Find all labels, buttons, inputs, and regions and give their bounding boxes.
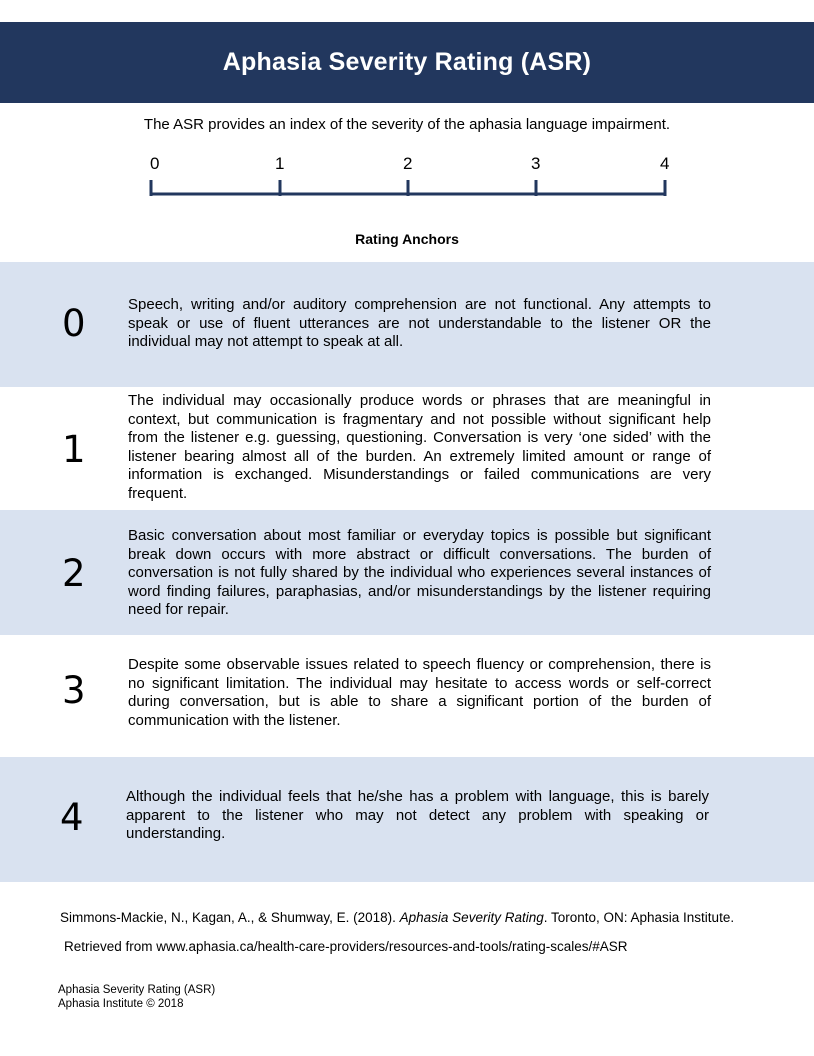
retrieved-from-url: Retrieved from www.aphasia.ca/health-care-providers/resources-and-tools/rating-scales/#ASR [64,939,628,954]
citation [60,910,790,925]
rating-row-4 [0,757,814,882]
citation-title: Aphasia Severity Rating [399,910,544,925]
page-footer [58,983,215,1011]
citation-authors: Simmons-Mackie, N., Kagan, A., & Shumway, E. (2018). [60,910,400,925]
intro-text: The ASR provides an index of the severity of the aphasia language impairment. [143,116,671,133]
scale-label-4: 4 [660,154,670,173]
scale-label-1: 1 [275,154,285,173]
rating-score: 0 [62,302,86,345]
title-banner [0,22,814,103]
footer-document-name: Aphasia Severity Rating (ASR) [58,984,216,996]
rating-description: Speech, writing and/or auditory comprehension are not functional. Any attempts to speak or use of fluent utterances are not understandable to the listener OR the individual may not attempt to speak at all. [128,296,711,350]
rating-row-3 [0,635,814,757]
rating-description: The individual may occasionally produce words or phrases that are meaningful in context, but communication is fragmentary and not possible without significant help from the listener e.g. guessing, questioning. Conversation is very ‘one sided’ with the listener bearing almost all of the burden. An extremely limited amount or range of information is exchanged. Misunderstandings or failed communications are very frequent. [128,392,711,502]
page-title: Aphasia Severity Rating (ASR) [222,48,592,76]
rating-description: Basic conversation about most familiar or everyday topics is possible but significant break down occurs with more abstract or difficult conversations. The burden of conversation is not fully shared by the individual who experiences several instances of word finding failures, paraphasias, and/or misunderstandings by the listener requiring need for repair. [128,527,711,618]
rating-row-2 [0,510,814,635]
rating-score: 3 [62,669,86,712]
rating-row-0 [0,262,814,387]
scale-label-3: 3 [531,154,541,173]
rating-scale-graphic [146,150,676,206]
footer-copyright: Aphasia Institute © 2018 [58,998,184,1010]
rating-anchors-list [0,262,814,882]
scale-label-0: 0 [150,154,160,173]
rating-score: 4 [60,796,84,839]
citation-publisher: . Toronto, ON: Aphasia Institute. [543,910,735,925]
rating-scale [146,150,676,206]
rating-description: Although the individual feels that he/she has a problem with language, this is barely apparent to the listener who may not detect any problem with speaking or understanding. [126,788,709,842]
rating-row-1 [0,387,814,510]
scale-label-2: 2 [403,154,413,173]
rating-anchors-heading: Rating Anchors [355,231,459,247]
rating-description: Despite some observable issues related to speech fluency or comprehension, there is no significant limitation. The individual may hesitate to access words or self-correct during conversation, but is able to share a significant portion of the burden of communication with the listener. [128,656,711,729]
rating-score: 2 [62,552,86,595]
rating-score: 1 [62,428,86,471]
